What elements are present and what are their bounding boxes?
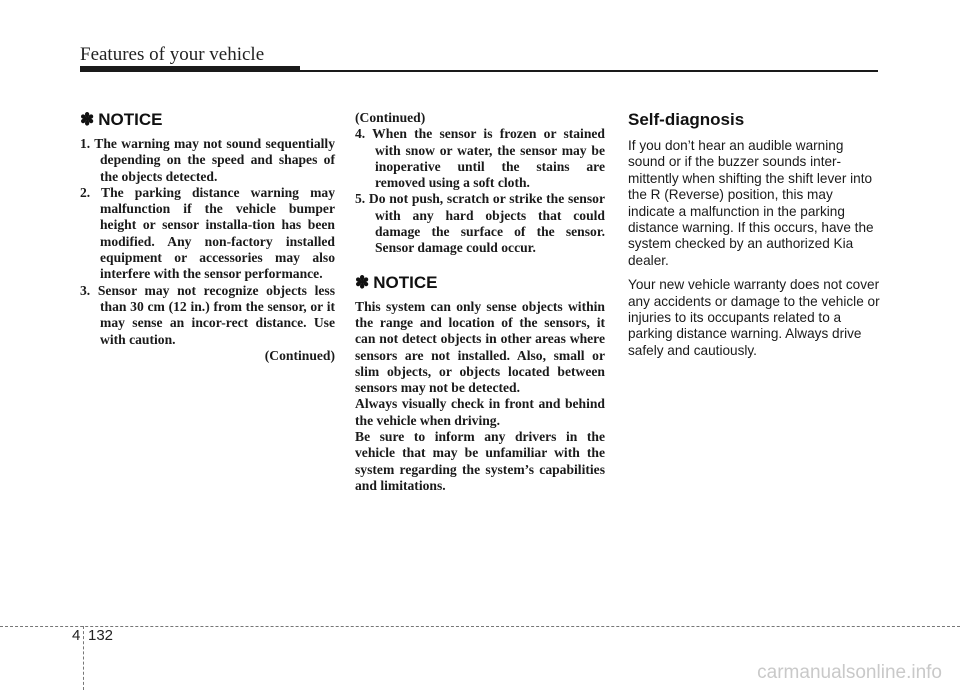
footer-divider (83, 626, 84, 690)
notice-paragraph-1: This system can only sense objects within the range and location of the sensors, it can not detect objects in other areas where sensors are not installed. Also, small or slim objects, or objects located between sensors may not be detected. (355, 298, 605, 396)
notice-item-2: 2. The parking distance warning may malfunction if the vehicle bumper height or sensor installa-tion has been modified. Any non-factory installed equipment or accessories may also interfere with the sensor performance. (80, 184, 335, 282)
notice-heading (355, 273, 605, 293)
continued-label: (Continued) (264, 347, 335, 363)
notice-heading-label: NOTICE (373, 272, 438, 292)
section-paragraph-1: If you don’t hear an audible warning sound or if the buzzer sounds inter-mittently when shifting the shift lever into the R (Reverse) position, this may indicate a malfunction in the parking distance warning. If this occurs, have the system checked by an authorized Kia dealer. (628, 138, 874, 268)
watermark: carmanualsonline.info (757, 662, 942, 683)
notice-item-1: 1. The warning may not sound sequentially depending on the speed and shapes of the objects detected. (80, 136, 335, 184)
footer-rule (0, 626, 960, 627)
section-paragraph-2: Your new vehicle warranty does not cover any accidents or damage to the vehicle or injuries to its occupants related to a parking distance warning. Always drive safely and cautiously. (628, 277, 880, 358)
notice-item-4: 4. When the sensor is frozen or stained with snow or water, the sensor may be inoperative until the stains are removed using a soft cloth. (355, 126, 605, 191)
column-3 (628, 110, 881, 367)
header-rule (300, 70, 878, 72)
section-heading: Self-diagnosis (628, 110, 745, 129)
notice-star-icon: ✽ (355, 272, 370, 292)
notice-item-3: 3. Sensor may not recognize objects less than 30 cm (12 in.) from the sensor, or it may sense an incor-rect distance. Use with caution. (80, 282, 335, 347)
notice-heading-label: NOTICE (98, 110, 163, 129)
notice-heading (80, 110, 335, 130)
notice-paragraph-3: Be sure to inform any drivers in the vehicle that may be unfamiliar with the system regarding the system’s capabilities and limitations. (355, 429, 605, 493)
header-bar (80, 66, 300, 72)
chapter-number: 4 (72, 627, 81, 644)
notice-star-icon: ✽ (80, 110, 95, 129)
notice-item-5: 5. Do not push, scratch or strike the sensor with any hard objects that could damage the surface of the sensor. Sensor damage could occur. (355, 191, 605, 256)
page-header-title: Features of your vehicle (80, 44, 265, 65)
column-1 (80, 110, 335, 364)
notice-paragraph-2: Always visually check in front and behind the vehicle when driving. (355, 396, 605, 428)
page-number: 132 (88, 627, 114, 644)
continued-label: (Continued) (355, 110, 426, 125)
column-2 (355, 110, 605, 494)
